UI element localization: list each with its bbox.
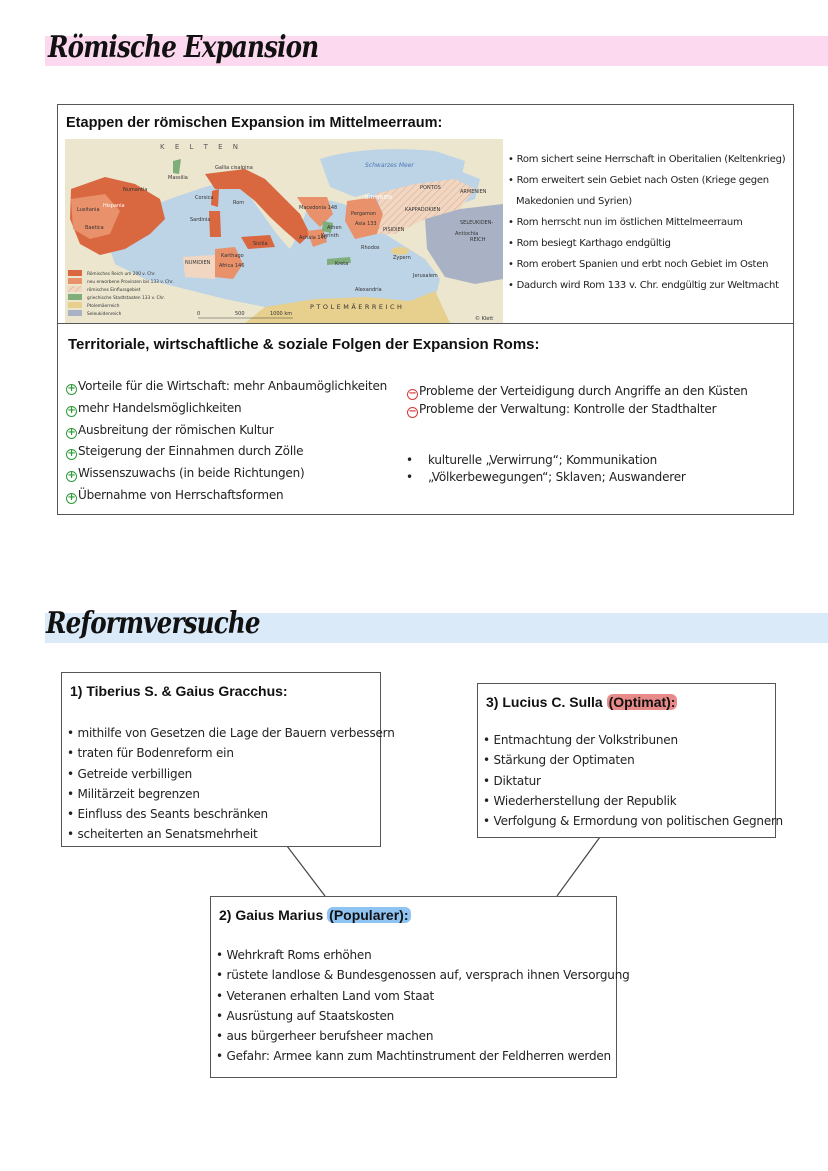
svg-text:Antiochia: Antiochia bbox=[455, 231, 479, 237]
svg-text:ARMENIEN: ARMENIEN bbox=[460, 189, 487, 195]
svg-text:SELEUKIDEN-: SELEUKIDEN- bbox=[460, 220, 494, 226]
gracchus-list bbox=[67, 723, 395, 845]
sulla-heading: 3) Lucius C. Sulla (Optimat): bbox=[486, 694, 676, 710]
svg-text:Athen: Athen bbox=[327, 225, 342, 231]
svg-text:K E L T E N: K E L T E N bbox=[160, 143, 242, 151]
minus-circle-icon: − bbox=[408, 388, 417, 399]
sulla-item: • Entmachtung der Volkstribunen bbox=[483, 733, 678, 747]
sulla-item: • Stärkung der Optimaten bbox=[483, 753, 635, 768]
positive-item: + Ausbreitung der römischen Kultur bbox=[67, 422, 274, 438]
marius-box bbox=[210, 896, 630, 1078]
svg-text:Numantia: Numantia bbox=[123, 187, 148, 193]
svg-text:römisches Einflussgebiet: römisches Einflussgebiet bbox=[87, 288, 141, 293]
marius-item: • Wehrkraft Roms erhöhen bbox=[216, 948, 372, 962]
svg-text:500: 500 bbox=[235, 311, 245, 317]
svg-text:Ptolemäerreich: Ptolemäerreich bbox=[87, 304, 120, 309]
svg-text:REICH: REICH bbox=[470, 237, 486, 243]
section-title-expansion: Römische Expansion bbox=[48, 30, 319, 65]
marius-item: • Veteranen erhalten Land vom Staat bbox=[216, 988, 435, 1003]
svg-text:Rom: Rom bbox=[233, 200, 245, 206]
svg-text:Sardinia: Sardinia bbox=[190, 217, 211, 223]
svg-text:Macedonia 148: Macedonia 148 bbox=[299, 205, 338, 211]
popularer-tag: (Popularer): bbox=[329, 907, 409, 923]
marius-list bbox=[216, 945, 630, 1067]
bullet-icon: • bbox=[406, 453, 413, 467]
plus-circle-icon: + bbox=[67, 404, 76, 416]
svg-text:Corsica: Corsica bbox=[195, 195, 214, 201]
folgen-heading: Territoriale, wirtschaftliche & soziale Folgen der Expansion Roms: bbox=[68, 336, 540, 353]
svg-text:1000 km: 1000 km bbox=[270, 311, 293, 317]
svg-text:NUMIDIEN: NUMIDIEN bbox=[185, 260, 211, 266]
marius-item: • Gefahr: Armee kann zum Machtinstrument der Feldherren werden bbox=[216, 1049, 611, 1064]
etappen-heading: Etappen der römischen Expansion im Mittelmeerraum: bbox=[66, 115, 443, 131]
plus-circle-icon: + bbox=[67, 448, 76, 460]
positive-item: + Vorteile für die Wirtschaft: mehr Anbaumöglichkeiten bbox=[67, 379, 388, 394]
svg-text:PTOLEMÄERREICH: PTOLEMÄERREICH bbox=[310, 303, 405, 311]
etappen-item: • Rom besiegt Karthago endgültig bbox=[508, 238, 671, 249]
gracchus-heading: 1) Tiberius S. & Gaius Gracchus: bbox=[70, 683, 288, 699]
positive-item: + mehr Handelsmöglichkeiten bbox=[67, 400, 242, 416]
svg-text:BITHYNIEN: BITHYNIEN bbox=[365, 195, 392, 201]
svg-text:neu erworbene Provinzen bis 13: neu erworbene Provinzen bis 133 v. Chr. bbox=[87, 280, 174, 285]
bullet-icon: • bbox=[406, 470, 413, 484]
svg-text:Karthago: Karthago bbox=[221, 253, 244, 259]
minus-circle-icon: − bbox=[408, 406, 417, 417]
svg-text:Massilia: Massilia bbox=[168, 175, 188, 181]
svg-text:PONTOS: PONTOS bbox=[420, 185, 441, 191]
svg-text:Zypern: Zypern bbox=[393, 255, 411, 261]
positive-item: + Wissenszuwachs (in beide Richtungen) bbox=[67, 466, 305, 482]
plus-circle-icon: + bbox=[67, 426, 76, 438]
other-item: • „Völkerbewegungen“; Sklaven; Auswanderer bbox=[406, 470, 686, 484]
svg-text:Lusitania: Lusitania bbox=[77, 207, 100, 213]
sulla-item: • Verfolgung & Ermordung von politischen Gegnern bbox=[483, 814, 783, 829]
svg-text:Korinth: Korinth bbox=[321, 233, 339, 239]
etappen-item: • Rom sichert seine Herrschaft in Oberitalien (Keltenkrieg) bbox=[508, 154, 786, 165]
etappen-item: • Rom erweitert sein Gebiet nach Osten (Kriege gegen bbox=[508, 175, 769, 186]
plus-circle-icon: + bbox=[67, 383, 76, 394]
sulla-item: • Diktatur bbox=[483, 773, 541, 788]
svg-text:Achaia 146: Achaia 146 bbox=[299, 235, 327, 241]
svg-text:Seleukidenreich: Seleukidenreich bbox=[87, 312, 122, 317]
gracchus-item: • Militärzeit begrenzen bbox=[67, 786, 200, 801]
negative-item: − Probleme der Verwaltung: Kontrolle der Stadthalter bbox=[408, 402, 717, 417]
gracchus-item: • Einfluss des Seants beschränken bbox=[67, 807, 268, 822]
gracchus-item: • mithilfe von Gesetzen die Lage der Bauern verbessern bbox=[67, 726, 395, 740]
svg-text:0: 0 bbox=[197, 311, 201, 317]
gracchus-box bbox=[61, 672, 395, 847]
positive-item: + Übernahme von Herrschaftsformen bbox=[67, 487, 284, 503]
svg-text:Gallia cisalpina: Gallia cisalpina bbox=[215, 165, 253, 171]
svg-text:griechische Stadtstaaten 133 v: griechische Stadtstaaten 133 v. Chr. bbox=[87, 296, 165, 301]
gracchus-item: • traten für Bodenreform ein bbox=[67, 746, 234, 761]
positive-item: + Steigerung der Einnahmen durch Zölle bbox=[67, 444, 304, 460]
sulla-box bbox=[477, 683, 783, 838]
section-title-reform: Reformversuche bbox=[46, 606, 260, 641]
svg-text:Jerusalem: Jerusalem bbox=[413, 273, 438, 279]
plus-circle-icon: + bbox=[67, 470, 76, 482]
svg-text:Asia 133: Asia 133 bbox=[355, 221, 377, 227]
svg-text:Schwarzes Meer: Schwarzes Meer bbox=[365, 162, 414, 169]
svg-text:Africa 146: Africa 146 bbox=[219, 263, 245, 269]
other-item: • kulturelle „Verwirrung“; Kommunikation bbox=[406, 453, 658, 467]
negative-item: − Probleme der Verteidigung durch Angriffe an den Küsten bbox=[408, 384, 748, 399]
gracchus-item: • scheiterten an Senatsmehrheit bbox=[67, 827, 258, 842]
svg-text:Kreta: Kreta bbox=[335, 261, 349, 267]
etappen-item: • Rom herrscht nun im östlichen Mittelmeerraum bbox=[508, 217, 743, 228]
optimat-tag: (Optimat): bbox=[608, 694, 676, 710]
sulla-item: • Wiederherstellung der Republik bbox=[483, 793, 677, 808]
plus-circle-icon: + bbox=[67, 491, 76, 503]
marius-item: • rüstete landlose & Bundesgenossen auf, versprach ihnen Versorgung bbox=[216, 968, 630, 983]
marius-heading: 2) Gaius Marius (Popularer): bbox=[219, 907, 409, 923]
etappen-item: Makedonien und Syrien) bbox=[516, 196, 632, 207]
etappen-item: • Dadurch wird Rom 133 v. Chr. endgültig zur Weltmacht bbox=[508, 280, 779, 291]
svg-text:Römisches Reich um 200 v. Chr.: Römisches Reich um 200 v. Chr. bbox=[87, 272, 156, 277]
svg-text:© Klett: © Klett bbox=[475, 316, 494, 322]
marius-item: • aus bürgerheer berufsheer machen bbox=[216, 1029, 434, 1044]
sulla-list bbox=[483, 730, 783, 831]
svg-text:Baetica: Baetica bbox=[85, 225, 104, 231]
svg-text:Rhodos: Rhodos bbox=[361, 245, 380, 251]
svg-text:Hispania: Hispania bbox=[103, 203, 125, 209]
svg-text:Sicilia: Sicilia bbox=[253, 241, 268, 247]
marius-item: • Ausrüstung auf Staatskosten bbox=[216, 1008, 395, 1023]
svg-text:PISIDIEN: PISIDIEN bbox=[383, 227, 405, 233]
etappen-item: • Rom erobert Spanien und erbt noch Gebiet im Osten bbox=[508, 259, 769, 270]
svg-text:KAPPADOKIEN: KAPPADOKIEN bbox=[405, 207, 441, 213]
svg-text:Alexandria: Alexandria bbox=[355, 287, 382, 293]
svg-text:Pergamon: Pergamon bbox=[351, 211, 377, 217]
gracchus-item: • Getreide verbilligen bbox=[67, 766, 193, 781]
